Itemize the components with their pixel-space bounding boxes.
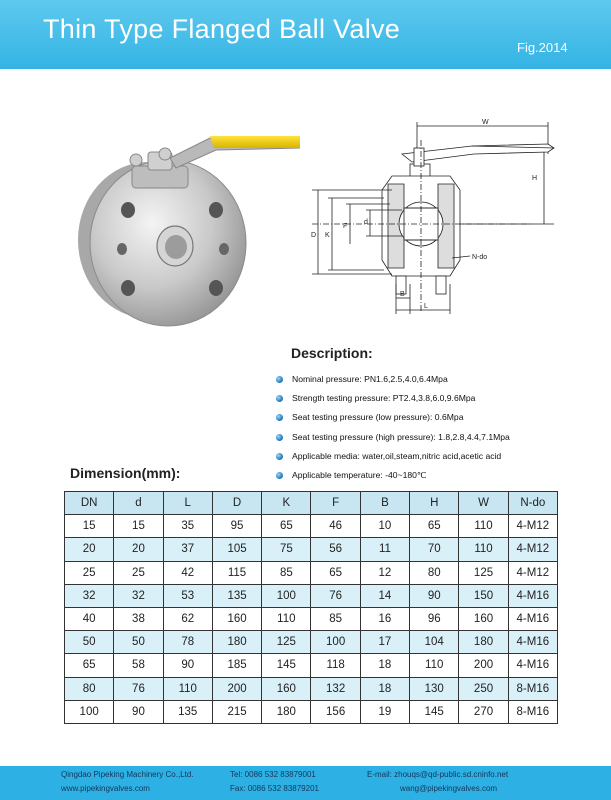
- table-cell: 12: [360, 561, 409, 584]
- table-cell: 160: [212, 607, 261, 630]
- bullet-icon: [276, 434, 283, 441]
- table-row: [65, 538, 558, 561]
- dim-label-l: L: [424, 303, 428, 310]
- column-header: H: [410, 492, 459, 515]
- table-header-row: [65, 492, 558, 515]
- table-cell: 4-M16: [508, 584, 557, 607]
- technical-drawing: [292, 112, 582, 320]
- table-cell: 145: [262, 654, 311, 677]
- table-cell: 15: [65, 515, 114, 538]
- table-cell: 95: [212, 515, 261, 538]
- table-cell: 32: [114, 584, 163, 607]
- table-cell: 16: [360, 607, 409, 630]
- table-cell: 104: [410, 631, 459, 654]
- table-cell: 80: [410, 561, 459, 584]
- description-item: Applicable temperature: -40~180℃: [273, 466, 593, 485]
- table-cell: 156: [311, 700, 360, 723]
- dimension-title: Dimension(mm):: [70, 465, 181, 481]
- description-title: Description:: [291, 345, 373, 361]
- dim-label-f: F: [343, 223, 348, 230]
- table-cell: 130: [410, 677, 459, 700]
- table-cell: 38: [114, 607, 163, 630]
- table-cell: 80: [65, 677, 114, 700]
- table-row: [65, 515, 558, 538]
- table-cell: 90: [114, 700, 163, 723]
- table-cell: 4-M12: [508, 538, 557, 561]
- footer-email-2[interactable]: wang@pipekingvalves.com: [400, 784, 498, 793]
- footer-tel: Tel: 0086 532 83879001: [230, 770, 316, 779]
- table-cell: 65: [65, 654, 114, 677]
- table-cell: 125: [459, 561, 508, 584]
- table-cell: 180: [262, 700, 311, 723]
- table-cell: 110: [459, 515, 508, 538]
- dim-label-k: K: [325, 232, 330, 239]
- figure-number: Fig.2014: [517, 40, 568, 55]
- table-row: [65, 607, 558, 630]
- footer-email-1[interactable]: E-mail: zhouqs@qd-public.sd.cninfo.net: [367, 770, 509, 779]
- table-cell: 132: [311, 677, 360, 700]
- table-cell: 62: [163, 607, 212, 630]
- table-cell: 85: [311, 607, 360, 630]
- table-cell: 37: [163, 538, 212, 561]
- description-item: Applicable media: water,oil,steam,nitric acid,acetic acid: [273, 447, 593, 466]
- column-header: B: [360, 492, 409, 515]
- column-header: DN: [65, 492, 114, 515]
- table-cell: 4-M16: [508, 607, 557, 630]
- table-row: [65, 631, 558, 654]
- column-header: N-do: [508, 492, 557, 515]
- table-cell: 42: [163, 561, 212, 584]
- description-item: Seat testing pressure (low pressure): 0.6Mpa: [273, 408, 593, 427]
- bullet-icon: [276, 453, 283, 460]
- table-cell: 160: [262, 677, 311, 700]
- table-cell: 110: [163, 677, 212, 700]
- table-row: [65, 654, 558, 677]
- table-row: [65, 677, 558, 700]
- table-cell: 115: [212, 561, 261, 584]
- table-cell: 11: [360, 538, 409, 561]
- header-banner: [0, 0, 611, 69]
- table-cell: 8-M16: [508, 700, 557, 723]
- bullet-icon: [276, 395, 283, 402]
- table-cell: 20: [114, 538, 163, 561]
- footer-fax: Fax: 0086 532 83879201: [230, 784, 319, 793]
- table-cell: 135: [163, 700, 212, 723]
- table-row: [65, 700, 558, 723]
- column-header: F: [311, 492, 360, 515]
- table-cell: 46: [311, 515, 360, 538]
- column-header: D: [212, 492, 261, 515]
- table-cell: 17: [360, 631, 409, 654]
- table-cell: 76: [114, 677, 163, 700]
- table-cell: 20: [65, 538, 114, 561]
- table-cell: 118: [311, 654, 360, 677]
- table-cell: 100: [262, 584, 311, 607]
- table-cell: 65: [311, 561, 360, 584]
- table-cell: 150: [459, 584, 508, 607]
- table-cell: 185: [212, 654, 261, 677]
- table-cell: 4-M16: [508, 654, 557, 677]
- dimension-table: [64, 491, 558, 724]
- table-cell: 18: [360, 677, 409, 700]
- table-cell: 200: [459, 654, 508, 677]
- table-cell: 250: [459, 677, 508, 700]
- dim-label-n-do: N-do: [472, 254, 488, 261]
- table-cell: 4-M16: [508, 631, 557, 654]
- table-cell: 75: [262, 538, 311, 561]
- table-cell: 135: [212, 584, 261, 607]
- table-cell: 10: [360, 515, 409, 538]
- table-cell: 35: [163, 515, 212, 538]
- table-cell: 53: [163, 584, 212, 607]
- column-header: d: [114, 492, 163, 515]
- table-cell: 65: [262, 515, 311, 538]
- valve-photo: [70, 118, 300, 333]
- footer-company: Qingdao Pipeking Machinery Co.,Ltd.: [61, 770, 194, 779]
- table-row: [65, 584, 558, 607]
- dim-label-w: W: [482, 119, 489, 126]
- table-cell: 180: [212, 631, 261, 654]
- footer-bar: [0, 766, 611, 800]
- description-section: [273, 345, 593, 485]
- table-cell: 50: [65, 631, 114, 654]
- table-cell: 58: [114, 654, 163, 677]
- page-title: Thin Type Flanged Ball Valve: [43, 14, 401, 44]
- table-cell: 8-M16: [508, 677, 557, 700]
- table-cell: 56: [311, 538, 360, 561]
- table-cell: 270: [459, 700, 508, 723]
- table-cell: 4-M12: [508, 515, 557, 538]
- table-cell: 50: [114, 631, 163, 654]
- description-list: [273, 370, 593, 485]
- table-cell: 90: [163, 654, 212, 677]
- table-cell: 90: [410, 584, 459, 607]
- table-cell: 25: [114, 561, 163, 584]
- dim-label-d-outer: D: [311, 232, 317, 239]
- table-cell: 200: [212, 677, 261, 700]
- table-cell: 65: [410, 515, 459, 538]
- table-cell: 180: [459, 631, 508, 654]
- description-item: Strength testing pressure: PT2.4,3.8,6.0,9.6Mpa: [273, 389, 593, 408]
- table-cell: 100: [311, 631, 360, 654]
- table-cell: 76: [311, 584, 360, 607]
- table-cell: 125: [262, 631, 311, 654]
- table-cell: 18: [360, 654, 409, 677]
- table-cell: 19: [360, 700, 409, 723]
- description-item: Nominal pressure: PN1.6,2.5,4.0,6.4Mpa: [273, 370, 593, 389]
- dim-label-h: H: [532, 175, 538, 182]
- column-header: W: [459, 492, 508, 515]
- dim-label-d-inner: d: [364, 219, 368, 226]
- dim-label-b: B: [400, 291, 405, 298]
- bullet-icon: [276, 414, 283, 421]
- table-cell: 32: [65, 584, 114, 607]
- table-cell: 40: [65, 607, 114, 630]
- table-cell: 85: [262, 561, 311, 584]
- bullet-icon: [276, 472, 283, 479]
- table-cell: 100: [65, 700, 114, 723]
- column-header: K: [262, 492, 311, 515]
- table-cell: 160: [459, 607, 508, 630]
- footer-website[interactable]: www.pipekingvalves.com: [61, 784, 150, 793]
- table-row: [65, 561, 558, 584]
- table-cell: 110: [410, 654, 459, 677]
- table-cell: 14: [360, 584, 409, 607]
- description-item: Seat testing pressure (high pressure): 1.8,2.8,4.4,7.1Mpa: [273, 428, 593, 447]
- table-cell: 110: [262, 607, 311, 630]
- table-cell: 15: [114, 515, 163, 538]
- table-cell: 110: [459, 538, 508, 561]
- table-cell: 25: [65, 561, 114, 584]
- column-header: L: [163, 492, 212, 515]
- table-cell: 96: [410, 607, 459, 630]
- table-cell: 215: [212, 700, 261, 723]
- table-cell: 78: [163, 631, 212, 654]
- bullet-icon: [276, 376, 283, 383]
- table-cell: 70: [410, 538, 459, 561]
- table-cell: 145: [410, 700, 459, 723]
- table-cell: 4-M12: [508, 561, 557, 584]
- table-cell: 105: [212, 538, 261, 561]
